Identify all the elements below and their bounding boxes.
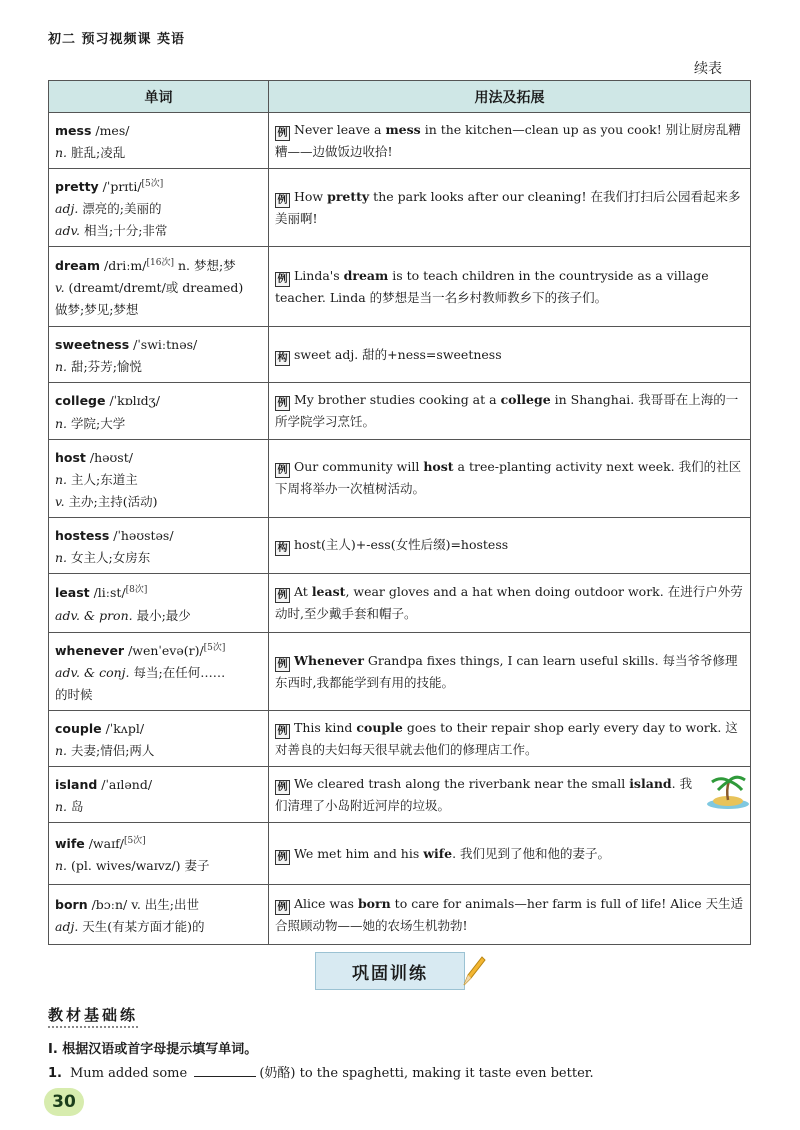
headword: mess (55, 123, 92, 139)
question-text-before: Mum added some (69, 1066, 192, 1081)
definition-line (55, 740, 262, 762)
usage-segment: My brother studies cooking at a (294, 392, 501, 408)
word-line (55, 579, 262, 604)
definition-text: 女主人;女房东 (67, 549, 151, 565)
headword: island (55, 777, 98, 793)
word-line (55, 444, 262, 469)
table-row (49, 517, 751, 573)
example-tag-icon: 例 (275, 463, 290, 478)
frequency-badge: [5次] (203, 642, 226, 653)
keyword: dream (343, 267, 389, 283)
definition-text: (pl. wives/waɪvz/) 妻子 (67, 858, 210, 874)
table-row (49, 169, 751, 247)
part-of-speech: n. (55, 858, 68, 874)
table-row (49, 823, 751, 885)
definition-line (55, 855, 262, 877)
frequency-badge: [16次] (146, 258, 174, 269)
part-of-speech: v. (55, 280, 65, 296)
word-line (55, 637, 262, 662)
usage-text (275, 119, 744, 163)
keyword: mess (385, 121, 421, 137)
example-tag-icon: 例 (275, 193, 290, 208)
keyword: wife (423, 845, 453, 861)
word-cell (49, 632, 269, 710)
definition-text: 天生(有某方面才能)的 (78, 919, 205, 935)
definition-text: 夫妻;情侣;两人 (67, 743, 155, 759)
definition-text: 主人;东道主 (67, 471, 138, 487)
part-of-speech: n. (55, 743, 68, 759)
definition-line (55, 198, 262, 220)
headword: college (55, 393, 106, 409)
part-of-speech: n. (55, 145, 68, 161)
example-tag-icon: 例 (275, 126, 290, 141)
headword: born (55, 897, 88, 913)
table-row (49, 439, 751, 517)
word-cell (49, 823, 269, 885)
table-row (49, 767, 751, 823)
word-line (55, 252, 262, 277)
keyword: host (423, 459, 454, 475)
usage-segment: Our community will (294, 459, 424, 475)
usage-cell (269, 113, 751, 169)
page-number: 30 (44, 1088, 84, 1116)
usage-text (275, 186, 744, 230)
phonetic: /waɪf/ (84, 836, 124, 852)
word-line (55, 891, 262, 916)
usage-cell (269, 169, 751, 247)
headword: dream (55, 258, 101, 274)
usage-segment: a tree-planting activity next week. 我们的社区下周将举办一次植树活动。 (275, 459, 742, 497)
phonetic: /həʊst/ (85, 449, 133, 465)
usage-text (275, 344, 744, 366)
definition-text: 学院;大学 (67, 415, 126, 431)
definition-text: 岛 (67, 799, 84, 815)
definition-text: 的时候 (55, 687, 93, 703)
phonetic: /ˈswiːtnəs/ (129, 337, 198, 353)
definition-line (55, 684, 262, 706)
phonetic: /wenˈevə(r)/ (124, 643, 204, 659)
part-of-speech: n. (55, 799, 68, 815)
part-of-speech: v. (55, 493, 65, 509)
word-cell (49, 439, 269, 517)
part-of-speech: n. (55, 359, 68, 375)
headword: sweetness (55, 337, 130, 353)
phonetic: /liːst/ (89, 585, 126, 601)
part-of-speech: n. (55, 549, 68, 565)
definition-line (55, 916, 262, 938)
example-tag-icon: 例 (275, 272, 290, 287)
keyword: least (311, 583, 346, 599)
phonetic: /ˈhəʊstəs/ (109, 527, 174, 543)
usage-segment: . 我们见到了他和他的妻子。 (452, 845, 611, 861)
word-line (55, 387, 262, 412)
usage-segment: . 我们清理了小岛附近河岸的垃圾。 (275, 775, 693, 813)
exercise-subtitle: 教材基础练 (48, 1004, 138, 1028)
word-line (55, 331, 262, 356)
word-formation-tag-icon: 构 (275, 351, 290, 366)
part-of-speech: n. (55, 415, 68, 431)
usage-cell (269, 632, 751, 710)
definition-text: 最小;最少 (132, 607, 191, 623)
usage-segment: host(主人)+-ess(女性后缀)=hostess (294, 537, 509, 553)
usage-segment: sweet adj. 甜的+ness=sweetness (294, 346, 502, 362)
keyword: born (357, 895, 391, 911)
word-line (55, 522, 262, 547)
usage-segment: the park looks after our cleaning! 在我们打扫后公园看起来多美丽啊! (275, 188, 741, 226)
definition-line (55, 491, 262, 513)
table-row (49, 383, 751, 439)
keyword: island (629, 775, 672, 791)
usage-segment: in the kitchen—clean up as you cook! 别让厨房乱糟糟——边做饭边收拾! (275, 121, 741, 159)
vocabulary-table (48, 80, 751, 945)
word-cell (49, 327, 269, 383)
column-header-word: 单词 (49, 81, 269, 113)
usage-text (275, 581, 744, 625)
book-series-label: 初二 预习视频课 英语 (48, 32, 186, 47)
island-illustration (706, 772, 750, 810)
question-number: 1. (48, 1066, 62, 1081)
definition-text: 漂亮的;美丽的 (78, 201, 162, 217)
phonetic: /bɔːn/ (87, 897, 128, 913)
word-cell (49, 169, 269, 247)
definition-line (55, 605, 262, 627)
word-cell (49, 383, 269, 439)
usage-text (275, 265, 744, 309)
usage-segment: is to teach children in the countryside as a village teacher. Linda 的梦想是当一名乡村教师教乡下的孩子们。 (275, 267, 709, 305)
example-tag-icon: 例 (275, 850, 290, 865)
table-row (49, 632, 751, 710)
phonetic: /ˈkɒlɪdʒ/ (105, 393, 160, 409)
part-of-speech: n. (55, 471, 68, 487)
pencil-icon (460, 955, 486, 989)
keyword: college (500, 392, 551, 408)
word-formation-tag-icon: 构 (275, 541, 290, 556)
phonetic: /mes/ (91, 123, 130, 139)
definition-text: 甜;芬芳;愉悦 (67, 359, 142, 375)
headword: hostess (55, 527, 110, 543)
usage-cell (269, 573, 751, 632)
usage-segment: to care for animals—her farm is full of life! Alice 天生适合照顾动物——她的农场生机勃勃! (275, 895, 744, 933)
question-1 (48, 1062, 594, 1081)
answer-blank[interactable] (194, 1065, 256, 1077)
question-text-after: to the spaghetti, making it taste even better. (295, 1066, 594, 1081)
keyword: Whenever (294, 652, 364, 668)
definition-line (55, 277, 262, 299)
table-row (49, 573, 751, 632)
word-line (55, 715, 262, 740)
frequency-badge: [5次] (123, 836, 146, 847)
definition-text: (dreamt/dremt/或 dreamed) (64, 280, 244, 296)
usage-cell (269, 711, 751, 767)
example-tag-icon: 例 (275, 657, 290, 672)
definition-text: 每当;在任何…… (129, 665, 226, 681)
headword: pretty (55, 179, 99, 195)
exercise-instruction: Ⅰ. 根据汉语或首字母提示填写单词。 (48, 1042, 258, 1057)
headword: wife (55, 836, 85, 852)
usage-segment: Linda's (294, 267, 344, 283)
definition-text: 脏乱;凌乱 (67, 145, 126, 161)
usage-cell (269, 247, 751, 327)
definition-text: 做梦;梦见;梦想 (55, 302, 139, 318)
usage-text (275, 717, 744, 761)
definition-line (55, 547, 262, 569)
usage-segment: in Shanghai. 我哥哥在上海的一所学院学习烹饪。 (275, 392, 739, 430)
example-tag-icon: 例 (275, 588, 290, 603)
definition-line (55, 796, 262, 818)
usage-cell (269, 383, 751, 439)
phonetic: /ˈprɪti/ (98, 179, 142, 195)
word-line (55, 771, 262, 796)
example-tag-icon: 例 (275, 396, 290, 411)
usage-segment: Never leave a (294, 121, 386, 137)
headword: whenever (55, 643, 125, 659)
headword: host (55, 449, 86, 465)
usage-segment: goes to their repair shop early every day to work. 这对善良的夫妇每天很早就去他们的修理店工作。 (275, 719, 738, 757)
section-banner: 巩固训练 (315, 952, 465, 990)
definition-line (55, 413, 262, 435)
word-cell (49, 885, 269, 945)
part-of-speech: adj. (55, 201, 79, 217)
table-header-row (49, 81, 751, 113)
definition-line (55, 299, 262, 321)
extra-definition: v. 出生;出世 (127, 897, 199, 913)
definition-line (55, 142, 262, 164)
table-row (49, 711, 751, 767)
table-row (49, 113, 751, 169)
usage-text (275, 456, 744, 500)
phonetic: /driːm/ (100, 258, 147, 274)
usage-text (275, 773, 744, 817)
phonetic: /ˈaɪlənd/ (97, 777, 153, 793)
usage-segment: How (294, 188, 328, 204)
table-row (49, 327, 751, 383)
frequency-badge: [8次] (125, 585, 148, 596)
usage-segment: We met him and his (294, 845, 424, 861)
usage-segment: We cleared trash along the riverbank near the small (294, 775, 630, 791)
example-tag-icon: 例 (275, 780, 290, 795)
example-tag-icon: 例 (275, 900, 290, 915)
usage-segment: This kind (294, 719, 357, 735)
extra-definition: n. 梦想;梦 (173, 258, 236, 274)
definition-text: 相当;十分;非常 (80, 223, 168, 239)
vocabulary-rows (49, 113, 751, 945)
example-tag-icon: 例 (275, 724, 290, 739)
part-of-speech: adj. (55, 919, 79, 935)
usage-cell (269, 885, 751, 945)
definition-line (55, 662, 262, 684)
definition-text: 主办;主持(活动) (64, 493, 158, 509)
usage-cell (269, 327, 751, 383)
table-row (49, 247, 751, 327)
usage-segment: Alice was (294, 895, 358, 911)
headword: least (55, 585, 90, 601)
definition-line (55, 356, 262, 378)
word-line (55, 173, 262, 198)
word-line (55, 117, 262, 142)
usage-segment: At (294, 583, 312, 599)
part-of-speech: adv. (55, 223, 81, 239)
word-cell (49, 711, 269, 767)
usage-text (275, 893, 744, 937)
definition-line (55, 220, 262, 242)
table-row (49, 885, 751, 945)
part-of-speech: adv. & pron. (55, 607, 133, 623)
word-cell (49, 517, 269, 573)
usage-cell (269, 439, 751, 517)
usage-segment: , wear gloves and a hat when doing outdoor work. 在进行户外劳动时,至少戴手套和帽子。 (275, 583, 743, 621)
definition-line (55, 469, 262, 491)
usage-cell (269, 823, 751, 885)
usage-cell (269, 517, 751, 573)
usage-text (275, 389, 744, 433)
column-header-usage: 用法及拓展 (269, 81, 751, 113)
word-cell (49, 767, 269, 823)
phonetic: /ˈkʌpl/ (101, 721, 145, 737)
word-cell (49, 113, 269, 169)
usage-text (275, 534, 744, 556)
usage-text (275, 650, 744, 694)
word-cell (49, 573, 269, 632)
word-cell (49, 247, 269, 327)
question-hint: (奶酪) (259, 1066, 296, 1081)
usage-text (275, 843, 744, 865)
keyword: couple (356, 719, 403, 735)
part-of-speech: adv. & conj. (55, 665, 130, 681)
headword: couple (55, 721, 102, 737)
continued-label: 续表 (694, 61, 722, 77)
usage-segment: Grandpa fixes things, I can learn useful skills. 每当爷爷修理东西时,我都能学到有用的技能。 (275, 652, 738, 690)
usage-cell (269, 767, 751, 823)
frequency-badge: [5次] (141, 179, 164, 190)
word-line (55, 830, 262, 855)
keyword: pretty (327, 188, 370, 204)
